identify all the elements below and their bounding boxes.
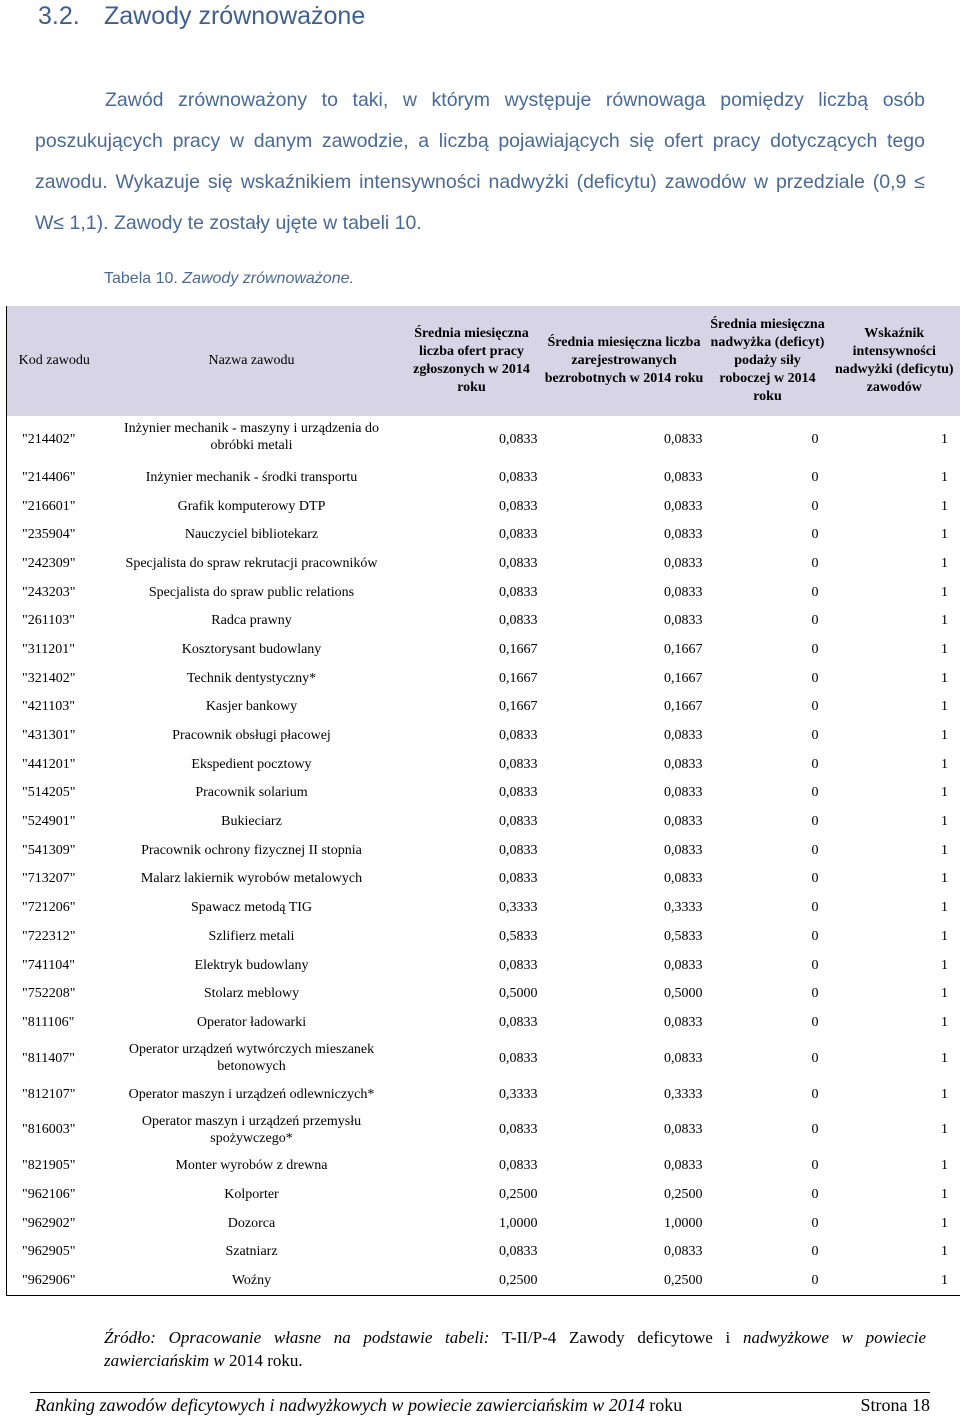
cell-offers: 0,0833	[499, 527, 538, 543]
cell-name: Kolporter	[224, 1186, 279, 1202]
cell-index: 1	[941, 555, 948, 571]
table-row	[7, 750, 960, 779]
table-row	[7, 1180, 960, 1209]
section-heading	[38, 2, 365, 31]
cell-unemployed: 0,0833	[664, 498, 703, 514]
cell-name: Radca prawny	[211, 613, 292, 629]
footer-divider	[30, 1392, 930, 1393]
cell-surplus: 0	[811, 613, 819, 629]
cell-index: 1	[941, 1215, 948, 1231]
header-unemployed: Średnia miesięczna liczba zarejestrowanych bezrobotnych w 2014 roku	[542, 306, 707, 416]
cell-index: 1	[941, 670, 948, 686]
table-caption-label: Tabela 10.	[104, 270, 178, 287]
cell-offers: 0,0833	[499, 1244, 538, 1260]
cell-offers: 0,0833	[499, 498, 538, 514]
cell-index: 1	[941, 1050, 948, 1066]
cell-index: 1	[941, 613, 948, 629]
cell-unemployed: 0,0833	[664, 1050, 703, 1066]
cell-surplus: 0	[811, 641, 819, 657]
cell-offers: 0,0833	[499, 814, 538, 830]
cell-surplus: 0	[811, 928, 819, 944]
table-row	[7, 1008, 960, 1037]
table-row	[7, 416, 960, 463]
cell-code: "722312"	[22, 928, 76, 944]
cell-code: "811106"	[22, 1014, 75, 1030]
cell-index: 1	[941, 1186, 948, 1202]
table-row	[7, 807, 960, 836]
cell-name: Kasjer bankowy	[205, 699, 298, 715]
cell-index: 1	[941, 1122, 948, 1138]
cell-index: 1	[941, 527, 948, 543]
cell-code: "441201"	[22, 756, 76, 772]
source-year: 2014 roku.	[228, 1351, 303, 1370]
cell-index: 1	[941, 785, 948, 801]
header-index: Wskaźnik intensywności nadwyżki (deficytu) zawodów	[829, 306, 960, 416]
cell-unemployed: 0,0833	[664, 584, 703, 600]
cell-unemployed: 0,0833	[664, 785, 703, 801]
cell-code: "721206"	[22, 900, 76, 916]
table-row	[7, 922, 960, 951]
table-row	[7, 1080, 960, 1109]
cell-unemployed: 0,0833	[664, 957, 703, 973]
cell-code: "811407"	[22, 1050, 75, 1066]
cell-unemployed: 0,0833	[664, 613, 703, 629]
source-note	[104, 1326, 926, 1372]
table-row	[7, 951, 960, 980]
cell-name: Bukieciarz	[221, 814, 282, 830]
cell-unemployed: 0,0833	[664, 432, 703, 447]
cell-code: "962902"	[22, 1215, 76, 1231]
cell-offers: 0,5000	[499, 986, 538, 1002]
cell-unemployed: 0,3333	[664, 1086, 703, 1102]
cell-offers: 0,0833	[499, 555, 538, 571]
cell-offers: 0,1667	[499, 641, 538, 657]
cell-index: 1	[941, 699, 948, 715]
footer-document-suffix: roku	[649, 1395, 683, 1415]
cell-name: Dozorca	[227, 1215, 276, 1231]
cell-index: 1	[941, 928, 948, 944]
cell-offers: 0,0833	[499, 728, 538, 744]
cell-code: "235904"	[22, 527, 76, 543]
cell-unemployed: 0,2500	[664, 1273, 703, 1289]
table-row	[7, 664, 960, 693]
cell-name: Grafik komputerowy DTP	[177, 498, 326, 514]
cell-offers: 0,0833	[499, 1122, 538, 1138]
cell-surplus: 0	[811, 1086, 819, 1102]
cell-surplus: 0	[811, 1215, 819, 1231]
cell-code: "821905"	[22, 1158, 76, 1174]
cell-code: "962106"	[22, 1186, 76, 1202]
cell-offers: 0,0833	[499, 842, 538, 858]
cell-name: Pracownik obsługi płacowej	[172, 728, 331, 744]
cell-surplus: 0	[811, 1050, 819, 1066]
cell-name: Technik dentystyczny*	[186, 670, 317, 686]
cell-unemployed: 0,2500	[664, 1186, 703, 1202]
table-row	[7, 1151, 960, 1180]
table-row	[7, 549, 960, 578]
table-row	[7, 865, 960, 894]
header-surplus: Średnia miesięczna nadwyżka (deficyt) podaży siły roboczej w 2014 roku	[707, 306, 829, 416]
cell-name: Szatniarz	[225, 1244, 278, 1260]
cell-code: "242309"	[22, 555, 76, 571]
cell-unemployed: 0,0833	[664, 1244, 703, 1260]
cell-name: Spawacz metodą TIG	[190, 900, 313, 916]
table-caption-title: Zawody zrównoważone.	[182, 270, 354, 287]
footer-document-title: Ranking zawodów deficytowych i nadwyżkowych w powiecie zawierciańskim w 2014	[35, 1395, 645, 1415]
cell-offers: 0,0833	[499, 756, 538, 772]
cell-code: "524901"	[22, 814, 76, 830]
footer-page-number: Strona 18	[860, 1395, 930, 1415]
cell-surplus: 0	[811, 1186, 819, 1202]
cell-surplus: 0	[811, 986, 819, 1002]
section-number: 3.2.	[38, 2, 80, 30]
cell-unemployed: 0,3333	[664, 900, 703, 916]
cell-offers: 0,0833	[499, 613, 538, 629]
cell-name: Pracownik solarium	[195, 785, 308, 801]
table-row	[7, 492, 960, 521]
cell-offers: 0,0833	[499, 584, 538, 600]
table-row	[7, 836, 960, 865]
cell-unemployed: 0,0833	[664, 1122, 703, 1138]
table-row	[7, 1108, 960, 1151]
page-footer	[35, 1395, 930, 1416]
cell-surplus: 0	[811, 527, 819, 543]
cell-index: 1	[941, 584, 948, 600]
cell-index: 1	[941, 1244, 948, 1260]
cell-offers: 0,3333	[499, 1086, 538, 1102]
cell-offers: 0,0833	[499, 957, 538, 973]
cell-offers: 0,0833	[499, 1050, 538, 1066]
cell-offers: 0,5833	[499, 928, 538, 944]
cell-surplus: 0	[811, 699, 819, 715]
intro-paragraph: Zawód zrównoważony to taki, w którym występuje równowaga pomiędzy liczbą osób poszukujących pracy w danym zawodzie, a liczbą pojawiających się ofert pracy dotyczących tego zawodu. Wykazuje się wskaźnikiem intensywności nadwyżki (deficytu) zawodów w przedziale (0,9 ≤ W≤ 1,1). Zawody te zostały ujęte w tabeli 10.	[35, 89, 925, 234]
table-row	[7, 463, 960, 492]
cell-code: "713207"	[22, 871, 76, 887]
cell-index: 1	[941, 957, 948, 973]
cell-unemployed: 0,0833	[664, 842, 703, 858]
source-table-ref: T-II/P-4 Zawody deficytowe i	[502, 1328, 731, 1347]
table-row	[7, 779, 960, 808]
cell-name: Operator ładowarki	[196, 1014, 307, 1030]
header-offers: Średnia miesięczna liczba ofert pracy zgłoszonych w 2014 roku	[402, 306, 542, 416]
cell-index: 1	[941, 756, 948, 772]
source-mid: nadwyżkowe w powiecie zawierciańskim w	[104, 1328, 926, 1370]
cell-code: "214406"	[22, 469, 76, 485]
cell-offers: 0,0833	[499, 1158, 538, 1174]
cell-surplus: 0	[811, 469, 819, 485]
cell-surplus: 0	[811, 1122, 819, 1138]
cell-surplus: 0	[811, 756, 819, 772]
cell-offers: 0,2500	[499, 1273, 538, 1289]
cell-index: 1	[941, 1158, 948, 1174]
cell-name: Monter wyrobów z drewna	[175, 1158, 328, 1174]
header-name: Nazwa zawodu	[102, 306, 402, 416]
table-row	[7, 606, 960, 635]
cell-code: "816003"	[22, 1122, 76, 1138]
cell-name: Woźny	[231, 1273, 272, 1289]
cell-offers: 0,0833	[499, 785, 538, 801]
cell-offers: 1,0000	[499, 1215, 538, 1231]
cell-index: 1	[941, 469, 948, 485]
cell-surplus: 0	[811, 498, 819, 514]
cell-name: Ekspedient pocztowy	[191, 756, 312, 772]
table-row	[7, 578, 960, 607]
cell-code: "243203"	[22, 584, 76, 600]
cell-unemployed: 1,0000	[664, 1215, 703, 1231]
cell-name: Malarz lakiernik wyrobów metalowych	[140, 871, 363, 887]
section-title: Zawody zrównoważone	[104, 2, 366, 30]
cell-unemployed: 0,0833	[664, 555, 703, 571]
cell-code: "541309"	[22, 842, 76, 858]
cell-name: Inżynier mechanik - maszyny i urządzenia do obróbki metali	[123, 421, 379, 453]
cell-surplus: 0	[811, 1273, 819, 1289]
cell-unemployed: 0,5000	[664, 986, 703, 1002]
table-row	[7, 1209, 960, 1238]
table-row	[7, 979, 960, 1008]
cell-name: Operator maszyn i urządzeń przemysłu spożywczego*	[141, 1113, 362, 1146]
cell-code: "752208"	[22, 986, 76, 1002]
cell-unemployed: 0,0833	[664, 871, 703, 887]
cell-unemployed: 0,1667	[664, 699, 703, 715]
cell-index: 1	[941, 728, 948, 744]
cell-name: Szlifierz metali	[208, 928, 295, 944]
cell-surplus: 0	[811, 957, 819, 973]
cell-offers: 0,3333	[499, 900, 538, 916]
cell-name: Stolarz meblowy	[203, 986, 300, 1002]
cell-offers: 0,1667	[499, 699, 538, 715]
occupations-table	[6, 306, 960, 1296]
table-row	[7, 693, 960, 722]
cell-code: "431301"	[22, 728, 76, 744]
cell-index: 1	[941, 1273, 948, 1289]
cell-index: 1	[941, 900, 948, 916]
cell-name: Specjalista do spraw public relations	[148, 584, 355, 600]
cell-unemployed: 0,0833	[664, 814, 703, 830]
cell-name: Nauczyciel bibliotekarz	[184, 527, 319, 543]
cell-unemployed: 0,0833	[664, 756, 703, 772]
table-caption	[104, 270, 354, 288]
cell-unemployed: 0,0833	[664, 527, 703, 543]
cell-offers: 0,0833	[499, 432, 538, 447]
cell-index: 1	[941, 986, 948, 1002]
table-row	[7, 1037, 960, 1080]
cell-code: "812107"	[22, 1086, 76, 1102]
header-code: Kod zawodu	[7, 306, 102, 416]
cell-code: "261103"	[22, 613, 75, 629]
cell-code: "311201"	[22, 641, 75, 657]
cell-offers: 0,0833	[499, 871, 538, 887]
source-prefix: Źródło: Opracowanie własne na podstawie tabeli:	[104, 1328, 490, 1347]
cell-code: "741104"	[22, 957, 75, 973]
cell-code: "216601"	[22, 498, 76, 514]
cell-surplus: 0	[811, 785, 819, 801]
table-row	[7, 1238, 960, 1267]
cell-code: "321402"	[22, 670, 76, 686]
cell-index: 1	[941, 871, 948, 887]
cell-offers: 0,2500	[499, 1186, 538, 1202]
cell-surplus: 0	[811, 670, 819, 686]
cell-index: 1	[941, 814, 948, 830]
cell-surplus: 0	[811, 555, 819, 571]
cell-code: "962905"	[22, 1244, 76, 1260]
cell-index: 1	[941, 432, 948, 447]
cell-unemployed: 0,0833	[664, 1014, 703, 1030]
cell-index: 1	[941, 1086, 948, 1102]
cell-unemployed: 0,1667	[664, 641, 703, 657]
cell-name: Specjalista do spraw rekrutacji pracowników	[125, 555, 378, 571]
cell-surplus: 0	[811, 584, 819, 600]
cell-surplus: 0	[811, 1014, 819, 1030]
cell-unemployed: 0,0833	[664, 469, 703, 485]
cell-surplus: 0	[811, 814, 819, 830]
cell-surplus: 0	[811, 1158, 819, 1174]
cell-offers: 0,0833	[499, 469, 538, 485]
cell-name: Inżynier mechanik - środki transportu	[145, 469, 358, 485]
cell-unemployed: 0,0833	[664, 728, 703, 744]
cell-index: 1	[941, 641, 948, 657]
cell-index: 1	[941, 498, 948, 514]
cell-unemployed: 0,5833	[664, 928, 703, 944]
cell-surplus: 0	[811, 728, 819, 744]
table-row	[7, 520, 960, 549]
table-row	[7, 721, 960, 750]
cell-code: "514205"	[22, 785, 76, 801]
table-row	[7, 635, 960, 664]
cell-code: "421103"	[22, 699, 75, 715]
cell-code: "962906"	[22, 1273, 76, 1289]
cell-name: Pracownik ochrony fizycznej II stopnia	[141, 842, 362, 858]
table-row	[7, 1266, 960, 1295]
cell-offers: 0,1667	[499, 670, 538, 686]
table-header-row	[7, 306, 960, 416]
cell-surplus: 0	[811, 871, 819, 887]
table-body	[7, 416, 960, 1295]
cell-surplus: 0	[811, 432, 819, 447]
cell-unemployed: 0,0833	[664, 1158, 703, 1174]
cell-name: Kosztorysant budowlany	[181, 641, 322, 657]
cell-offers: 0,0833	[499, 1014, 538, 1030]
cell-name: Elektryk budowlany	[194, 957, 309, 973]
cell-surplus: 0	[811, 1244, 819, 1260]
cell-code: "214402"	[22, 432, 76, 447]
cell-index: 1	[941, 842, 948, 858]
cell-unemployed: 0,1667	[664, 670, 703, 686]
cell-name: Operator maszyn i urządzeń odlewniczych*	[128, 1086, 375, 1102]
cell-index: 1	[941, 1014, 948, 1030]
cell-surplus: 0	[811, 842, 819, 858]
table-row	[7, 893, 960, 922]
cell-surplus: 0	[811, 900, 819, 916]
cell-name: Operator urządzeń wytwórczych mieszanek betonowych	[128, 1042, 375, 1075]
